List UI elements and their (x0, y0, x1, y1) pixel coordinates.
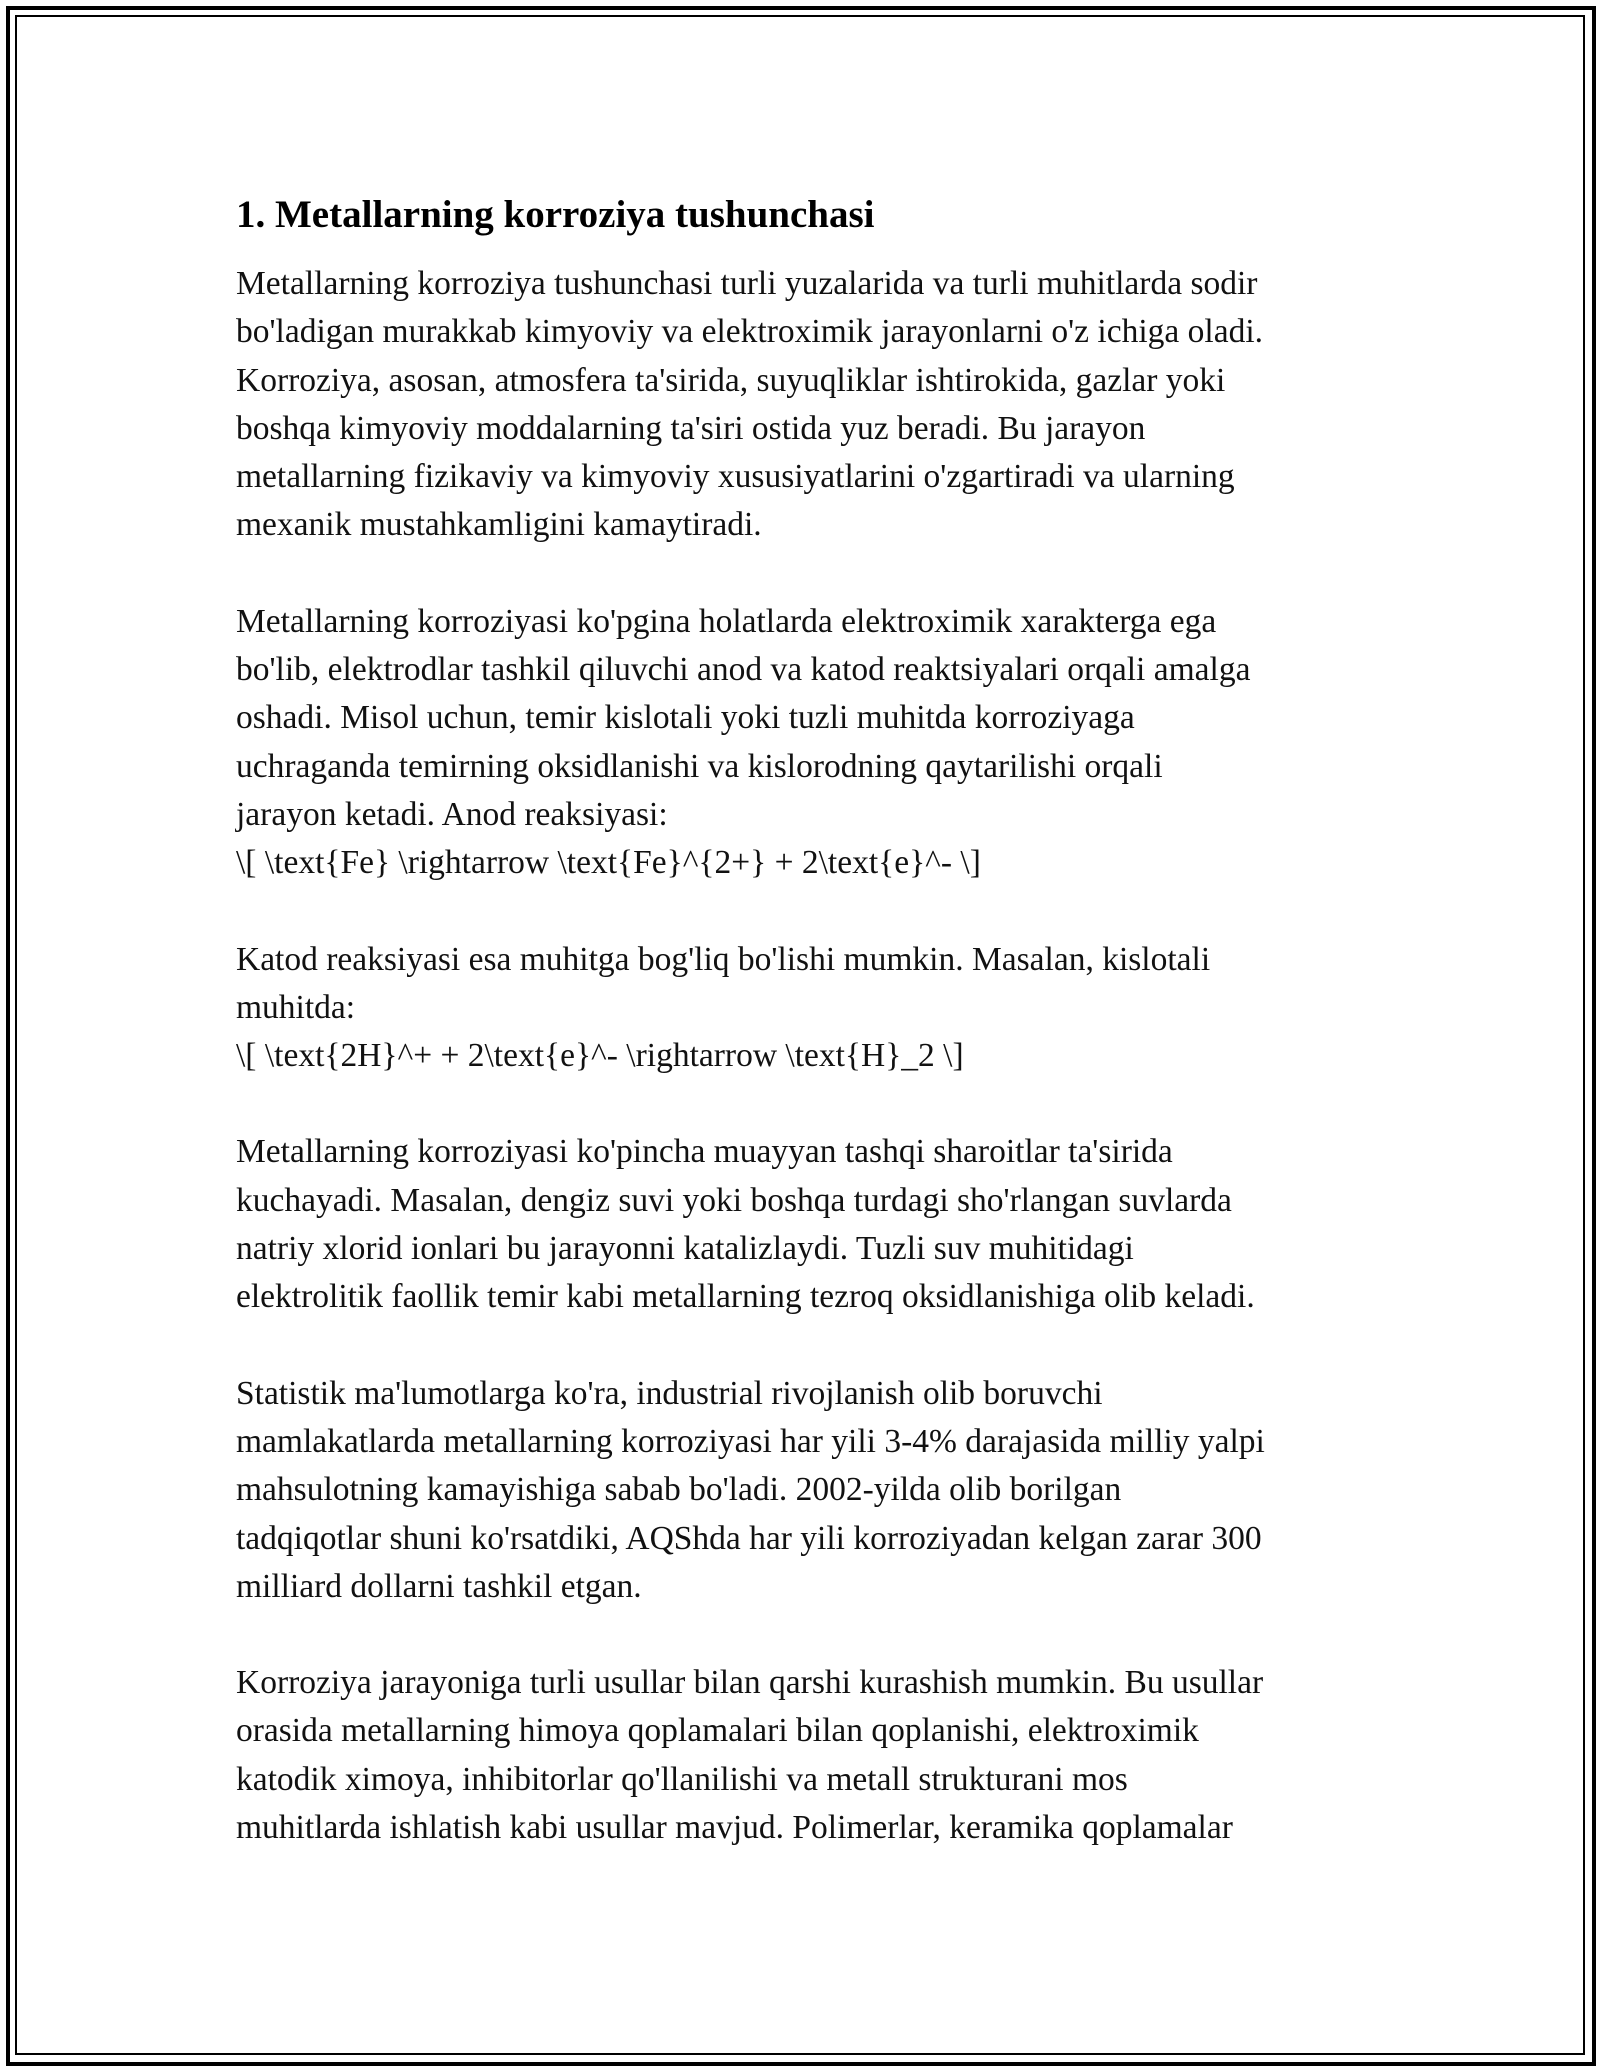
paragraph-external-conditions: Metallarning korroziyasi ko'pincha muayyan tashqi sharoitlar ta'sirida kuchayadi. Masalan, dengiz suvi yoki boshqa turdagi sho'rlangan suvlarda natriy xlorid ionlari bu jarayonni katalizlaydi. Tuzli suv muhitidagi elektrolitik faollik temir kabi metallarning tezroq oksidlanishiga olib keladi. (236, 1133, 1255, 1316)
document-body (236, 190, 1386, 1900)
paragraph-protection-methods: Korroziya jarayoniga turli usullar bilan qarshi kurashish mumkin. Bu usullar orasida metallarning himoya qoplamalari bilan qoplanishi, elektroximik katodik ximoya, inhibitorlar qo'llanilishi va metall strukturani mos muhitlarda ishlatish kabi usullar mavjud. Polimerlar, keramika qoplamalar (236, 1664, 1264, 1847)
paragraph-anode-reaction: Metallarning korroziyasi ko'pgina holatlarda elektroximik xarakterga ega bo'lib, elektrodlar tashkil qiluvchi anod va katod reaktsiyalari orqali amalga oshadi. Misol uchun, temir kislotali yoki tuzli muhitda korroziyaga uchraganda temirning oksidlanishi va kislorodning qaytarilishi orqali jarayon ketadi. Anod reaksiyasi: \[ \text{Fe} \rightarrow \text{Fe}^{2+} + 2\text{e}^- \] (236, 602, 1251, 882)
section-heading: 1. Metallarning korroziya tushunchasi (236, 193, 875, 236)
paragraph-cathode-reaction: Katod reaksiyasi esa muhitga bog'liq bo'lishi mumkin. Masalan, kislotali muhitda: \[ \text{2H}^+ + 2\text{e}^- \rightarrow \text{H}_2 \] (236, 940, 1211, 1075)
paragraph-intro: Metallarning korroziya tushunchasi turli yuzalarida va turli muhitlarda sodir bo'ladigan murakkab kimyoviy va elektroximik jarayonlarni o'z ichiga oladi. Korroziya, asosan, atmosfera ta'sirida, suyuqliklar ishtirokida, gazlar yoki boshqa kimyoviy moddalarning ta'siri ostida yuz beradi. Bu jarayon metallarning fizikaviy va kimyoviy xususiyatlarini o'zgartiradi va ularning mexanik mustahkamligini kamaytiradi. (236, 265, 1264, 544)
paragraph-statistics: Statistik ma'lumotlarga ko'ra, industrial rivojlanish olib boruvchi mamlakatlarda metallarning korroziyasi har yili 3-4% darajasida milliy yalpi mahsulotning kamayishiga sabab bo'ladi. 2002-yilda olib borilgan tadqiqotlar shuni ko'rsatdiki, AQShda har yili korroziyadan kelgan zarar 300 milliard dollarni tashkil etgan. (236, 1374, 1265, 1605)
